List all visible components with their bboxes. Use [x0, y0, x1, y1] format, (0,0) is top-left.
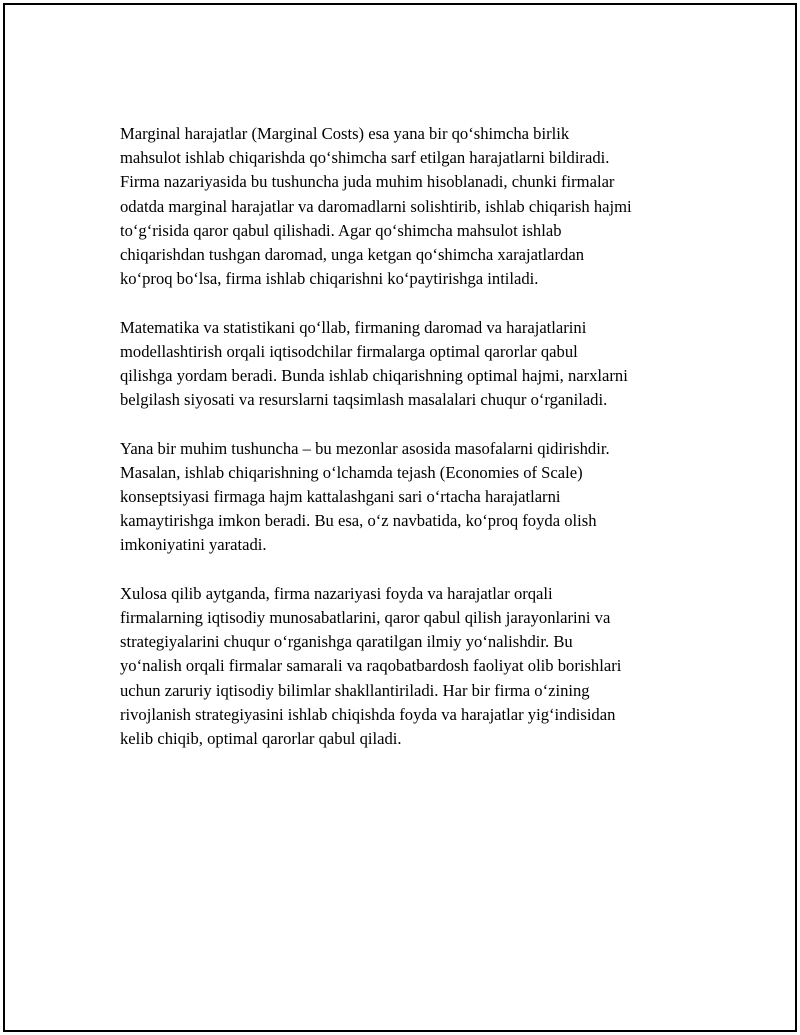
- paragraph-mathematics-statistics: [120, 316, 700, 413]
- document-body: [120, 122, 700, 775]
- text-line: qilishga yordam beradi. Bunda ishlab chiqarishning optimal hajmi, narxlarni: [120, 366, 628, 386]
- text-line: Yana bir muhim tushuncha – bu mezonlar asosida masofalarni qidirishdir.: [120, 438, 610, 458]
- text-line: modellashtirish orqali iqtisodchilar firmalarga optimal qarorlar qabul: [120, 341, 578, 361]
- text-line: strategiyalarini chuqur o‘rganishga qaratilgan ilmiy yo‘nalishdir. Bu: [120, 632, 573, 652]
- text-line: odatda marginal harajatlar va daromadlarni solishtirib, ishlab chiqarish hajmi: [120, 196, 632, 216]
- paragraph-marginal-costs: [120, 122, 700, 291]
- text-line: Matematika va statistikani qo‘llab, firmaning daromad va harajatlarini: [120, 317, 587, 337]
- text-line: to‘g‘risida qaror qabul qilishadi. Agar qo‘shimcha mahsulot ishlab: [120, 220, 562, 240]
- paragraph-economies-of-scale: [120, 437, 700, 558]
- text-line: Firma nazariyasida bu tushuncha juda muhim hisoblanadi, chunki firmalar: [120, 172, 615, 192]
- text-line: kamaytirishga imkon beradi. Bu esa, o‘z navbatida, ko‘proq foyda olish: [120, 511, 597, 531]
- text-line: imkoniyatini yaratadi.: [120, 535, 267, 555]
- text-line: ko‘proq bo‘lsa, firma ishlab chiqarishni ko‘paytirishga intiladi.: [120, 269, 539, 289]
- text-line: Xulosa qilib aytganda, firma nazariyasi foyda va harajatlar orqali: [120, 583, 553, 603]
- text-line: Masalan, ishlab chiqarishning o‘lchamda tejash (Economies of Scale): [120, 462, 583, 482]
- text-line: yo‘nalish orqali firmalar samarali va raqobatbardosh faoliyat olib borishlari: [120, 656, 622, 676]
- text-line: belgilash siyosati va resurslarni taqsimlash masalalari chuqur o‘rganiladi.: [120, 390, 608, 410]
- text-line: mahsulot ishlab chiqarishda qo‘shimcha sarf etilgan harajatlarni bildiradi.: [120, 148, 610, 168]
- text-line: kelib chiqib, optimal qarorlar qabul qiladi.: [120, 729, 402, 749]
- text-line: chiqarishdan tushgan daromad, unga ketgan qo‘shimcha xarajatlardan: [120, 245, 585, 265]
- text-line: uchun zaruriy iqtisodiy bilimlar shakllantiriladi. Har bir firma o‘zining: [120, 680, 590, 700]
- text-line: Marginal harajatlar (Marginal Costs) esa yana bir qo‘shimcha birlik: [120, 124, 570, 143]
- page-frame: [3, 3, 797, 1032]
- paragraph-conclusion: [120, 582, 700, 751]
- text-line: rivojlanish strategiyasini ishlab chiqishda foyda va harajatlar yig‘indisidan: [120, 704, 616, 724]
- text-line: firmalarning iqtisodiy munosabatlarini, qaror qabul qilish jarayonlarini va: [120, 608, 611, 628]
- text-line: konseptsiyasi firmaga hajm kattalashgani sari o‘rtacha harajatlarni: [120, 487, 561, 507]
